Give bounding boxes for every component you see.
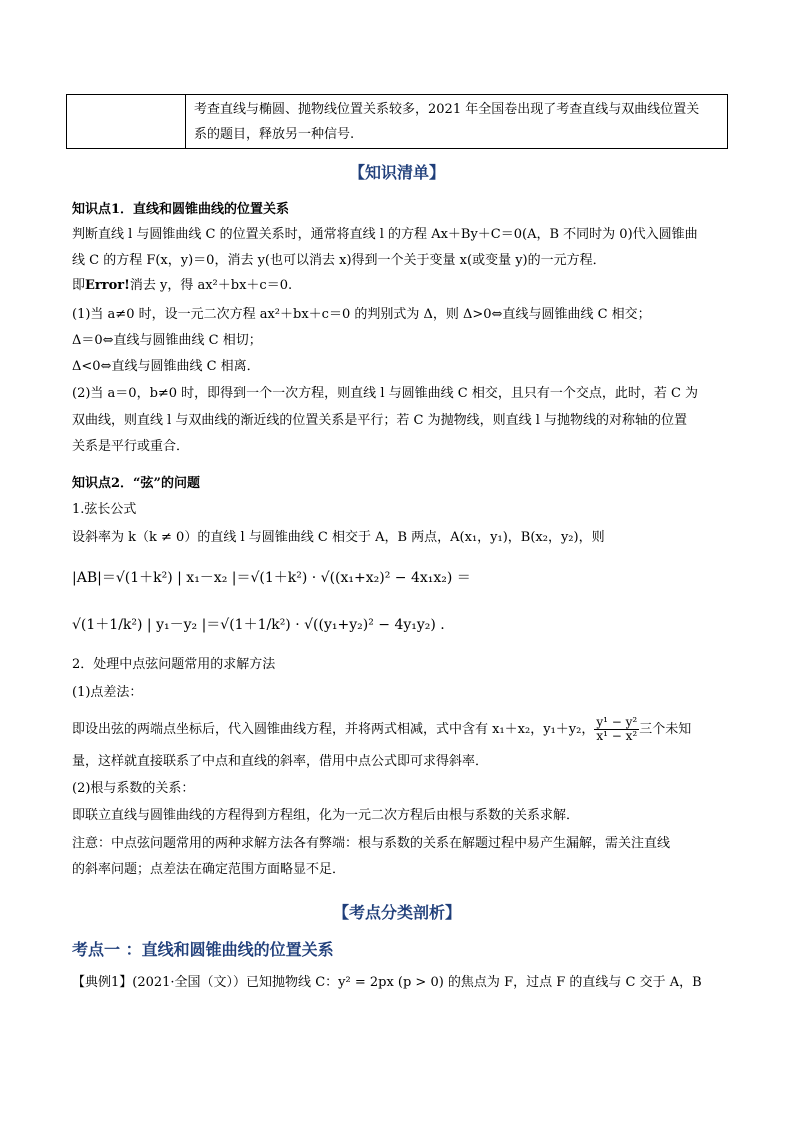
kp1-para-8: 双曲线，则直线 l 与双曲线的渐近线的位置关系是平行；若 C 为抛物线，则直线 l 与抛物线的对称轴的位置 — [72, 413, 688, 428]
method-2-title: (2)根与系数的关系： — [72, 781, 195, 796]
table-cell-line-2: 系的题目，释放另一种信号. — [194, 127, 355, 142]
method-2-text: 即联立直线与圆锥曲线的方程得到方程组，化为一元二次方程后由根与系数的关系求解． — [72, 808, 580, 823]
kp1-para-9: 关系是平行或重合． — [72, 439, 190, 454]
kp1-para-2: 线 C 的方程 F(x，y)＝0，消去 y(也可以消去 x)得到一个关于变量 x(或变量 y)的一元方程． — [72, 253, 606, 268]
kp2-para-1: 设斜率为 k（k ≠ 0）的直线 l 与圆锥曲线 C 相交于 A，B 两点，A(x₁，y₁)，B(x₂，y₂)，则 — [72, 530, 605, 545]
kp1-para-3-suffix: 消去 y，得 ax²＋bx＋c＝0. — [129, 278, 293, 293]
method-1-title: (1)点差法： — [72, 685, 143, 700]
slope-fraction-numerator: y¹ − y² — [596, 715, 638, 729]
kp1-para-3 — [72, 276, 292, 296]
example-1-text: 【典例1】(2021·全国（文））已知抛物线 C：y² = 2px (p > 0) 的焦点为 F，过点 F 的直线与 C 交于 A，B — [72, 975, 702, 990]
kaodian-1-title: 考点一 ：直线和圆锥曲线的位置关系 — [72, 940, 334, 959]
kp2-title: 知识点2．“弦”的问题 — [72, 476, 201, 491]
kp1-para-6: Δ<0⇔直线与圆锥曲线 C 相离． — [72, 359, 260, 374]
chord-formula-1: |AB|＝√(1＋k²) | x₁－x₂ |＝√(1＋k²) · √((x₁+x₂)² − 4x₁x₂) ＝ — [72, 570, 471, 586]
knowledge-list-title: 【知识清单】 — [348, 163, 445, 182]
summary-table — [66, 94, 728, 149]
table-cell-line-1: 考查直线与椭圆、抛物线位置关系较多，2021 年全国卷出现了考查直线与双曲线位置关 — [194, 102, 700, 117]
midpoint-subtitle: 2．处理中点弦问题常用的求解方法 — [72, 657, 276, 672]
method-1-text-b: 三个未知 — [639, 722, 692, 737]
topic-analysis-title: 【考点分类剖析】 — [332, 903, 461, 922]
kp1-para-4: (1)当 a≠0 时，设一元二次方程 ax²＋bx＋c＝0 的判别式为 Δ，则 Δ>0⇔直线与圆锥曲线 C 相交； — [72, 307, 651, 322]
kp1-para-1: 判断直线 l 与圆锥曲线 C 的位置关系时，通常将直线 l 的方程 Ax＋By＋C＝0(A，B 不同时为 0)代入圆锥曲 — [72, 227, 698, 242]
kp1-para-5: Δ＝0⇔直线与圆锥曲线 C 相切； — [72, 333, 262, 348]
slope-fraction — [594, 716, 639, 743]
method-1-text-c: 量，这样就直接联系了中点和直线的斜率，借用中点公式即可求得斜率． — [72, 754, 489, 769]
kp1-para-3-prefix: 即 — [72, 278, 86, 293]
note-line-1: 注意：中点弦问题常用的两种求解方法各有弊端：根与系数的关系在解题过程中易产生漏解，需关注直线 — [72, 836, 671, 851]
kp1-title: 知识点1．直线和圆锥曲线的位置关系 — [72, 202, 290, 217]
slope-fraction-denominator: x¹ − x² — [596, 729, 638, 743]
kp1-para-7: (2)当 a＝0，b≠0 时，即得到一个一次方程，则直线 l 与圆锥曲线 C 相交，且只有一个交点，此时，若 C 为 — [72, 386, 699, 401]
error-marker: Error! — [85, 278, 130, 293]
chord-formula-2: √(1＋1/k²) | y₁－y₂ |＝√(1＋1/k²) · √((y₁+y₂)² − 4y₁y₂) . — [72, 617, 445, 633]
chord-length-subtitle: 1.弦长公式 — [72, 502, 137, 517]
table-divider — [185, 95, 186, 148]
method-1-text-a-part: 即设出弦的两端点坐标后，代入圆锥曲线方程，并将两式相减，式中含有 x₁＋x₂，y₁＋y₂， — [72, 722, 595, 737]
note-line-2: 的斜率问题；点差法在确定范围方面略显不足． — [72, 862, 346, 877]
method-1-text-a — [72, 716, 691, 743]
